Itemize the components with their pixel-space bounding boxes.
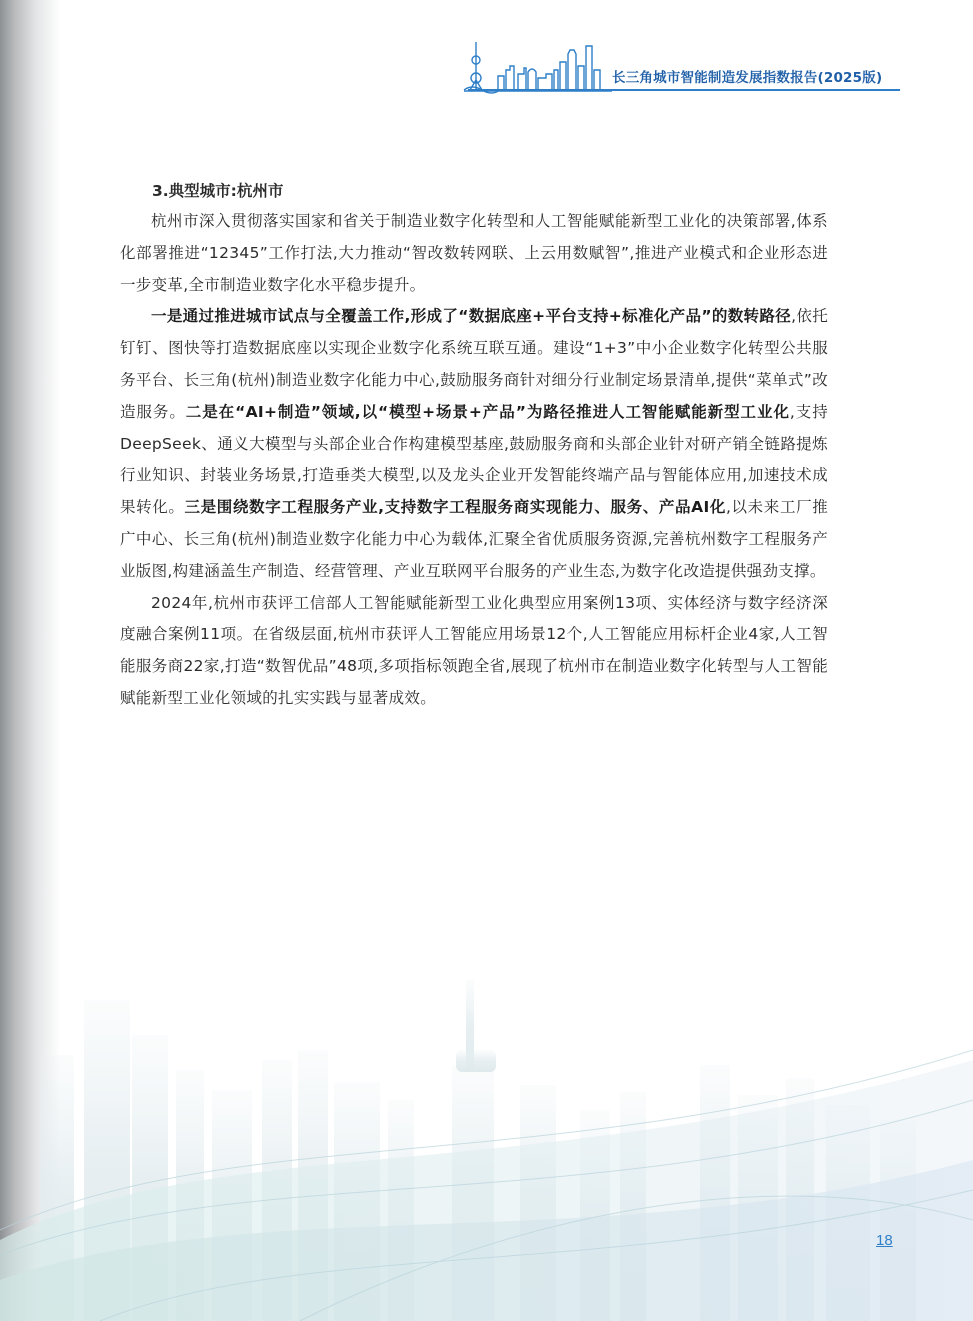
key-point-1: 一是通过推进城市试点与全覆盖工作,形成了“数据底座+平台支持+标准化产品”的数转路径 [151, 307, 792, 326]
paragraph-2-text-2: ,支持DeepSeek、通义大模型与头部企业合作构建模型基座,鼓励服务商和头部企业针对研产销全链路提炼行业知识、封装业务场景,打造垂类大模型,以及龙头企业开发智能终端产品与智能体应用,加速技术成果转化。 [120, 402, 829, 517]
section-title: 3.典型城市:杭州市 [152, 182, 284, 200]
city-skyline-logo-icon [462, 40, 622, 96]
paragraph-2 [120, 301, 828, 587]
page-number: 18 [876, 1232, 893, 1249]
paragraph-2-text-3: ,以未来工厂推广中心、长三角(杭州)制造业数字化能力中心为载体,汇聚全省优质服务资源,完善杭州数字工程服务产业版图,构建涵盖生产制造、经营管理、产业互联网平台服务的产业生态,为数字化改造提供强劲支撑。 [120, 498, 829, 580]
paragraph-3-text: 2024年,杭州市获评工信部人工智能赋能新型工业化典型应用案例13项、实体经济与数字经济深度融合案例11项。在省级层面,杭州市获评人工智能应用场景12个,人工智能应用标杆企业4家,人工智能服务商22家,打造“数智优品”48项,多项指标领跑全省,展现了杭州市在制造业数字化转型与人工智能赋能新型工业化领域的扎实实践与显著成效。 [120, 593, 828, 707]
paragraph-1 [120, 206, 828, 301]
key-point-2: 二是在“AI+制造”领域,以“模型+场景+产品”为路径推进人工智能赋能新型工业化 [185, 402, 790, 421]
city-skyline-illustration [0, 860, 973, 1321]
paragraph-1-text: 杭州市深入贯彻落实国家和省关于制造业数字化转型和人工智能赋能新型工业化的决策部署,体系化部署推进“12345”工作打法,大力推动“智改数转网联、上云用数赋智”,推进产业模式和企业形态进一步变革,全市制造业数字化水平稳步提升。 [120, 212, 828, 294]
paragraph-2-text-1: ,依托钉钉、图快等打造数据底座以实现企业数字化系统互联互通。建设“1+3”中小企业数字化转型公共服务平台、长三角(杭州)制造业数字化能力中心,鼓励服务商针对细分行业制定场景清单,提供“菜单式”改造服务。 [120, 307, 829, 421]
header-divider [468, 89, 900, 91]
report-title: 长三角城市智能制造发展指数报告(2025版) [612, 70, 883, 86]
main-content [120, 176, 828, 715]
paragraph-3 [120, 588, 828, 715]
key-point-3: 三是围绕数字工程服务产业,支持数字工程服务商实现能力、服务、产品AI化 [184, 498, 726, 517]
